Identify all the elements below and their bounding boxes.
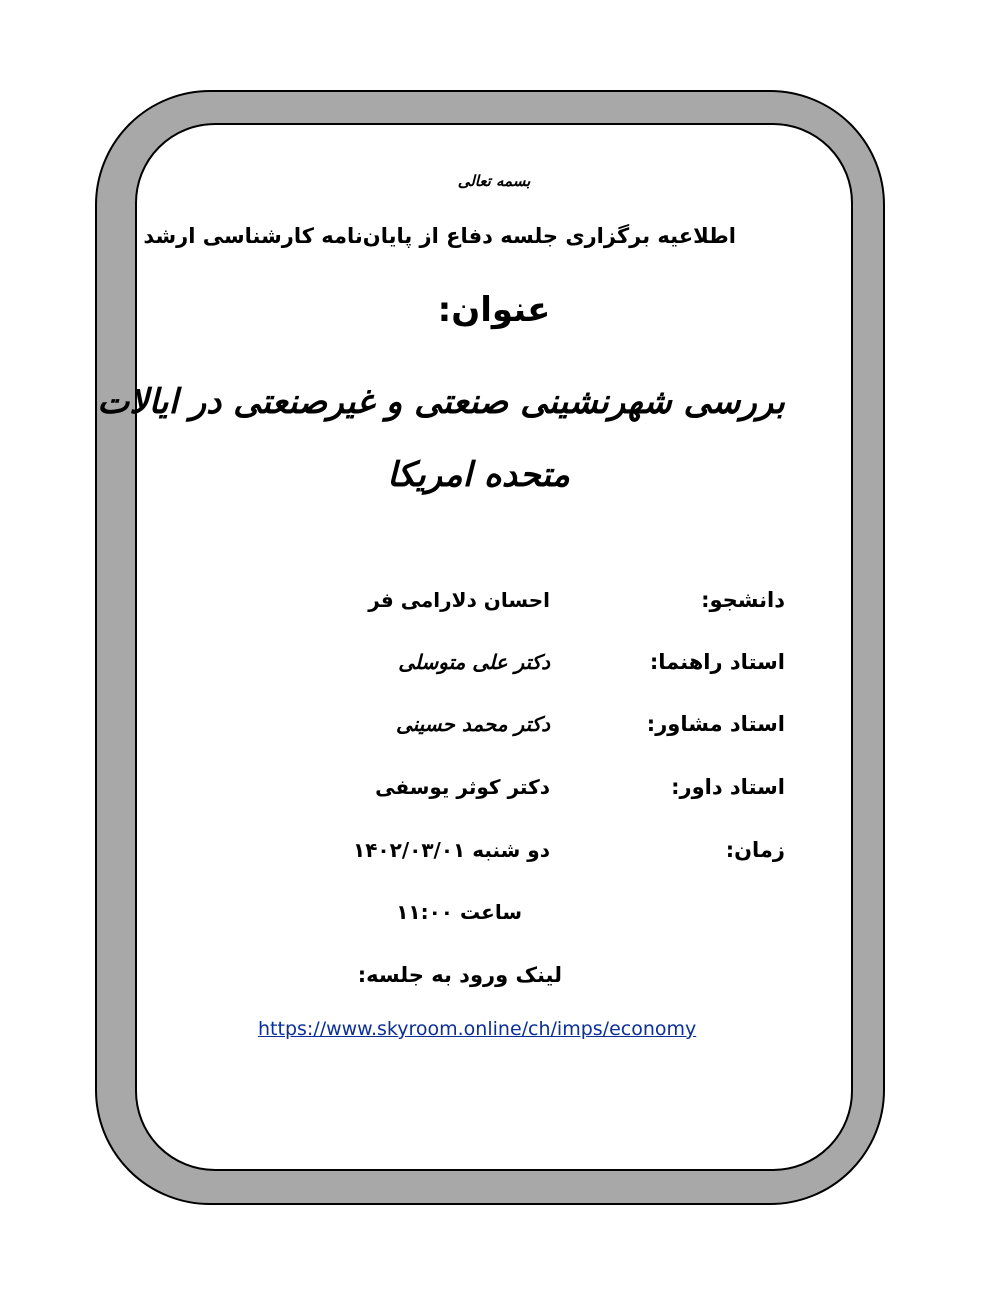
bismillah-heading: بسمه تعالی [457, 172, 531, 190]
referee-label: استاد داور: [671, 775, 785, 799]
referee-name: دکتر کوثر یوسفی [375, 775, 550, 799]
announcement-title: اطلاعیه برگزاری جلسه دفاع از پایان‌نامه کارشناسی ارشد [143, 224, 736, 248]
student-label: دانشجو: [701, 588, 785, 612]
advisor-label: استاد راهنما: [649, 650, 785, 674]
title-heading: عنوان: [437, 290, 551, 330]
meeting-link[interactable]: https://www.skyroom.online/ch/imps/economy [258, 1018, 697, 1040]
date-label: زمان: [725, 838, 785, 862]
consultant-label: استاد مشاور: [646, 712, 785, 736]
date-value: دو شنبه ۱۴۰۲/۰۳/۰۱ [352, 838, 550, 862]
meeting-link-label: لینک ورود به جلسه: [357, 963, 562, 987]
advisor-name: دکتر علی متوسلی [398, 650, 550, 674]
consultant-name: دکتر محمد حسینی [395, 712, 550, 736]
thesis-title-line2: متحده امریکا [387, 455, 570, 495]
thesis-title-line1: بررسی شهرنشینی صنعتی و غیرصنعتی در ایالات [97, 382, 785, 422]
decorative-frame-inner [97, 123, 853, 1171]
student-name: احسان دلارامی فر [368, 588, 550, 612]
time-value: ساعت ۱۱:۰۰ [396, 900, 522, 924]
